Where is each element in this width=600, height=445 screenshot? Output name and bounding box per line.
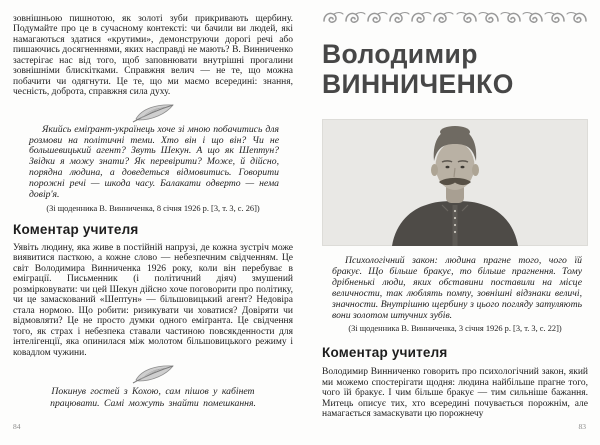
comment-paragraph: Уявіть людину, яка живе в постійній напрузі, де кожна зустріч може виявитися пасткою, а кожне слово — небезпечним свідченням. Це світ Володимира Винниченка 1926 року, коли він перебуває в еміграції. Письменник (і політичний діяч) змушений розмірковувати: чи цей Шекун дійсно хоче поговорити про політику, чи це замаскований «Шептун» — більшовицький агент? Недовіра стала нормою. Що робити: ризикувати чи ховатися? Довіряти чи відмовляти? Це не просто думки одного еміґранта. Це свідчення того, як страх і небезпека ставали частиною повсякденности для інтелігенції, яка опинилася між молотом більшовицького режиму і ковадлом чужини.: [13, 242, 293, 358]
feather-icon: [130, 364, 176, 384]
author-first-name: Володимир: [322, 39, 478, 69]
page-left: [13, 0, 293, 445]
author-title: [322, 39, 588, 99]
page-right: [322, 0, 588, 445]
quote-attribution: (Зі щоденника В. Винниченка, 3 січня 1926 р. [3, т. 3, с. 22]): [348, 324, 562, 334]
author-last-name: ВИННИЧЕНКО: [322, 69, 514, 99]
feather-icon: [130, 103, 176, 123]
comment-heading: Коментар учителя: [13, 221, 139, 237]
comment-paragraph: Володимир Винниченко говорить про психологічний закон, який ми можемо спостерігати щодня: людина найбільше прагне того, чого їй бракує. І чим більше бракує — тим сильніше бажання. Митець описує тих, хто всередині почувається порожнім, але намагається замаскувати цю порожнечу: [322, 367, 588, 420]
left-top-paragraph: зовнішньою пишнотою, як золоті зуби прикривають щербину. Подумайте про це в сучасному контексті: чи бачили ви людей, які намагаються здатися «крутими», демонструючи дорогі речі або пишаючись досягненнями, яких насправді не мають? В. Винниченко застерігає нас від того, щоб заповнювати внутрішні прогалини зовнішніми блискітками. Справжня велич — не те, що можна побачити чи одягнути. Це те, що ми маємо всередині: знання, чесність, доброта, справжня сила духу.: [13, 14, 293, 98]
page-number: 84: [13, 422, 21, 431]
diary-quote: Психологічний закон: людина прагне того, чого їй бракує. Що більше бракує, то більше прагнення. Тому дрібненькі люди, яких обставини поставили на місце величности, так люблять помпу, зовнішні відзнаки величі, значности. Внутрішню щербину з цього погляду затуляють вони золотом штучних зубів.: [332, 255, 582, 321]
comment-heading: Коментар учителя: [322, 345, 448, 361]
quote-attribution: (Зі щоденника В. Винниченка, 8 січня 1926 р. [3, т. 3, с. 26]): [46, 203, 260, 213]
page-number: 83: [578, 422, 586, 431]
portrait-photo: [322, 119, 588, 246]
diary-quote: Якийсь еміґрант-українець хоче зі мною побачитись для розмови на політичні теми. Хто він і що він? Чи не большевицький агент? Звуть Шекун. А що як Шептун? Звідки я можу знати? Як перевірити? Може, й дійсно, порядна людина, а доведеться відмовитись. Говорити порожні речі — шкода часу. Балакати одверто — нема довір'я.: [29, 123, 279, 201]
ornament-divider: [322, 10, 588, 26]
diary-quote: Покинув гостей з Кохою, сам пішов у кабінет працювати. Самі можуть знайти помешкання.: [50, 385, 256, 409]
